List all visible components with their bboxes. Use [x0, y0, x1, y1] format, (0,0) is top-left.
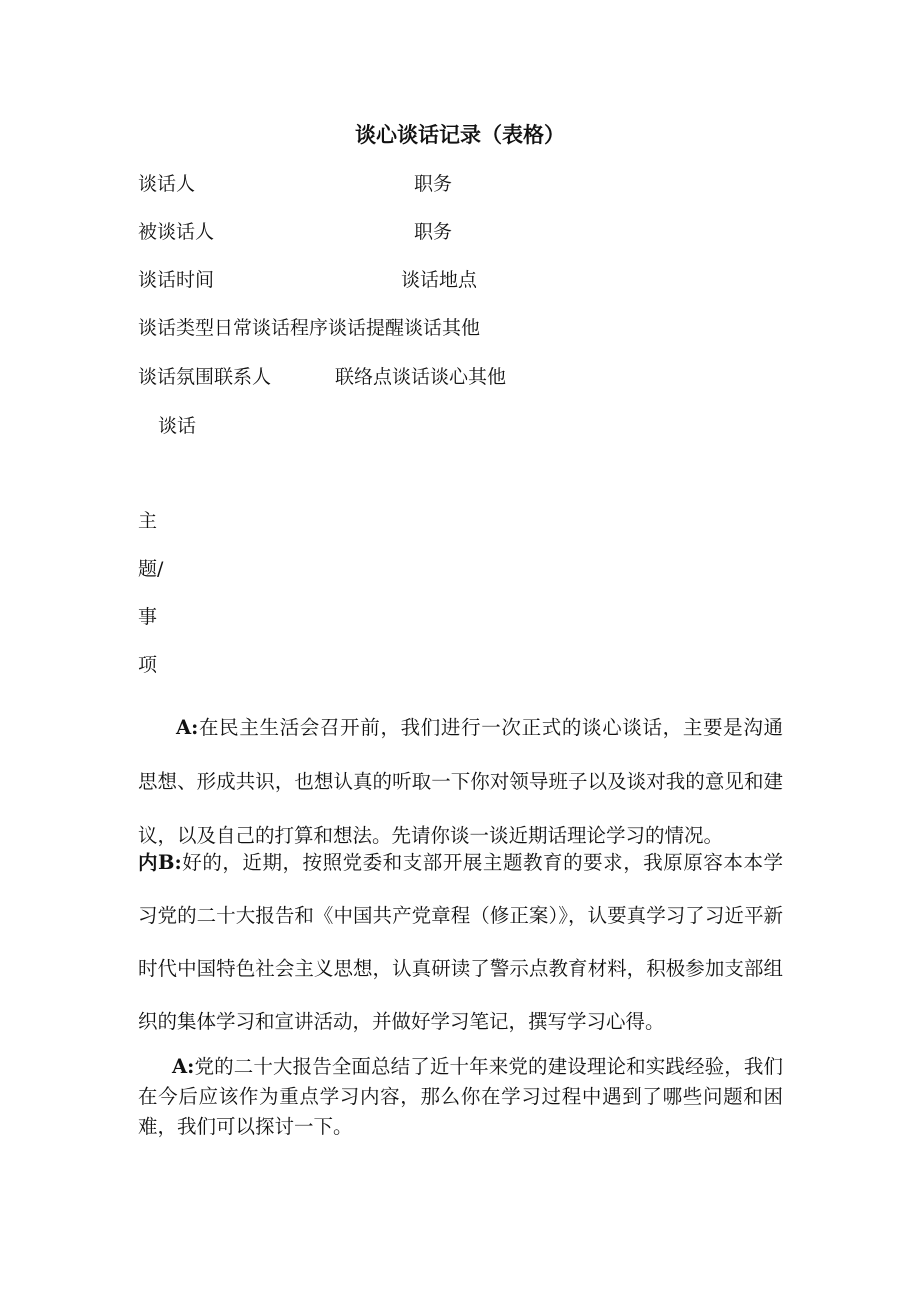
talkee-position-label: 职务 [414, 221, 453, 243]
document-title: 谈心谈话记录（表格） [355, 123, 565, 147]
dialogue-text: 在民主生活会召开前，我们进行一次正式的谈心谈话，主要是沟通思想、形成共识，也想认真的听取一下你对领导班子以及谈对我的意见和建议，以及自己的打算和想法。先请你谈一谈近期话理论学习的情况。 [138, 716, 783, 847]
speaker-separator: : [174, 851, 182, 874]
dialogue-text: 党的二十大报告全面总结了近十年来党的建设理论和实践经验，我们在今后应该作为重点学习内容，那么你在学习过程中遇到了哪些问题和困难，我们可以探讨一下。 [138, 1055, 783, 1138]
talker-position-label: 职务 [414, 173, 453, 195]
subject-label-char: 题/ [138, 558, 164, 580]
speaker-separator: : [187, 1055, 195, 1078]
dialogue-paragraph [138, 1052, 783, 1142]
talkee-label: 被谈话人 [138, 221, 215, 243]
subject-label-char: 事 [138, 606, 158, 628]
talk-time-label: 谈话时间 [138, 269, 215, 291]
speaker-label: 内B [138, 851, 175, 874]
talk-type-line: 谈话类型日常谈话程序谈话提醒谈话其他 [138, 317, 481, 339]
subject-label-char: 项 [138, 654, 158, 676]
talker-label: 谈话人 [138, 173, 196, 195]
dialogue-paragraph [138, 836, 783, 1048]
subject-label-char: 主 [138, 510, 158, 532]
talk-atmosphere-line-cont: 谈话 [158, 415, 197, 437]
talk-atmosphere-line-right: 联络点谈话谈心其他 [335, 366, 507, 388]
speaker-label: A [176, 716, 192, 739]
talk-atmosphere-line-left: 谈话氛围联系人 [138, 366, 272, 388]
speaker-label: A [172, 1055, 188, 1078]
talk-location-label: 谈话地点 [401, 269, 478, 291]
dialogue-text: 好的，近期，按照党委和支部开展主题教育的要求，我原原容本本学习党的二十大报告和《中国共产党章程（修正案）》，认要真学习了习近平新时代中国特色社会主义思想，认真研读了警示点教育材料，积极参加支部组织的集体学习和宣讲活动，并做好学习笔记，撰写学习心得。 [138, 851, 783, 1033]
speaker-separator: : [191, 716, 199, 739]
